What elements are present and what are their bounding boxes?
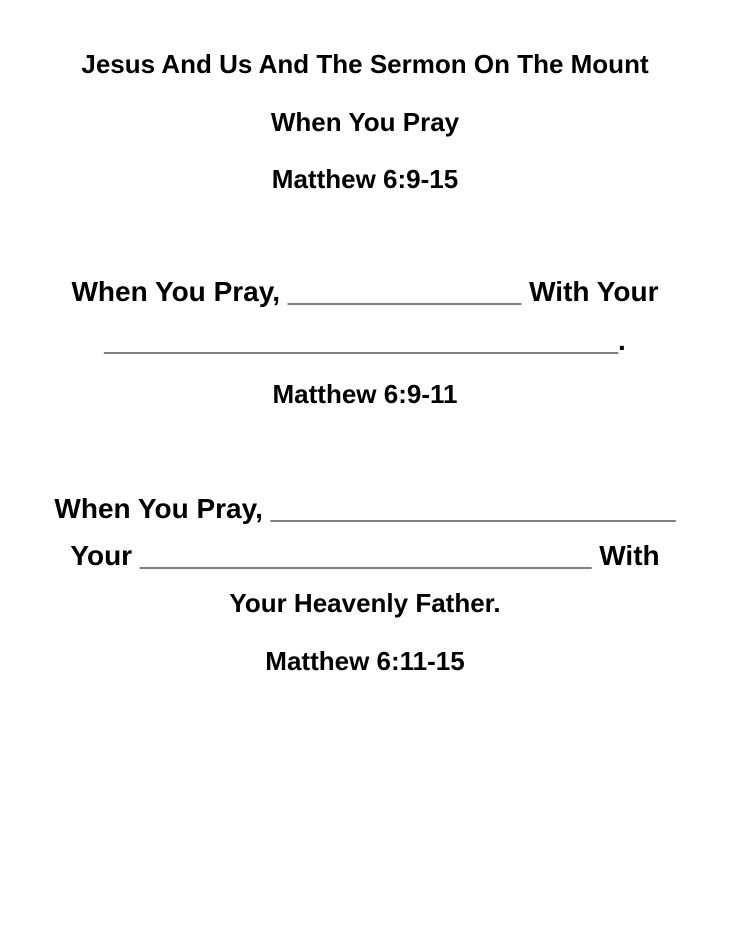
fill-in-blank-line: Your _____________________________ With (70, 540, 660, 571)
fill-in-blank-line: When You Pray, _______________ With Your (71, 276, 659, 307)
scripture-reference: Matthew 6:9-15 (271, 164, 459, 194)
page-subtitle: When You Pray (270, 107, 460, 137)
scripture-reference: Matthew 6:9-11 (272, 379, 458, 409)
fill-in-blank-line: When You Pray, __________________________ (54, 493, 676, 524)
statement-line: Your Heavenly Father. (229, 588, 501, 618)
scripture-reference: Matthew 6:11-15 (265, 646, 465, 676)
fill-in-blank-line: _________________________________. (104, 325, 626, 356)
page-title: Jesus And Us And The Sermon On The Mount (81, 49, 649, 79)
